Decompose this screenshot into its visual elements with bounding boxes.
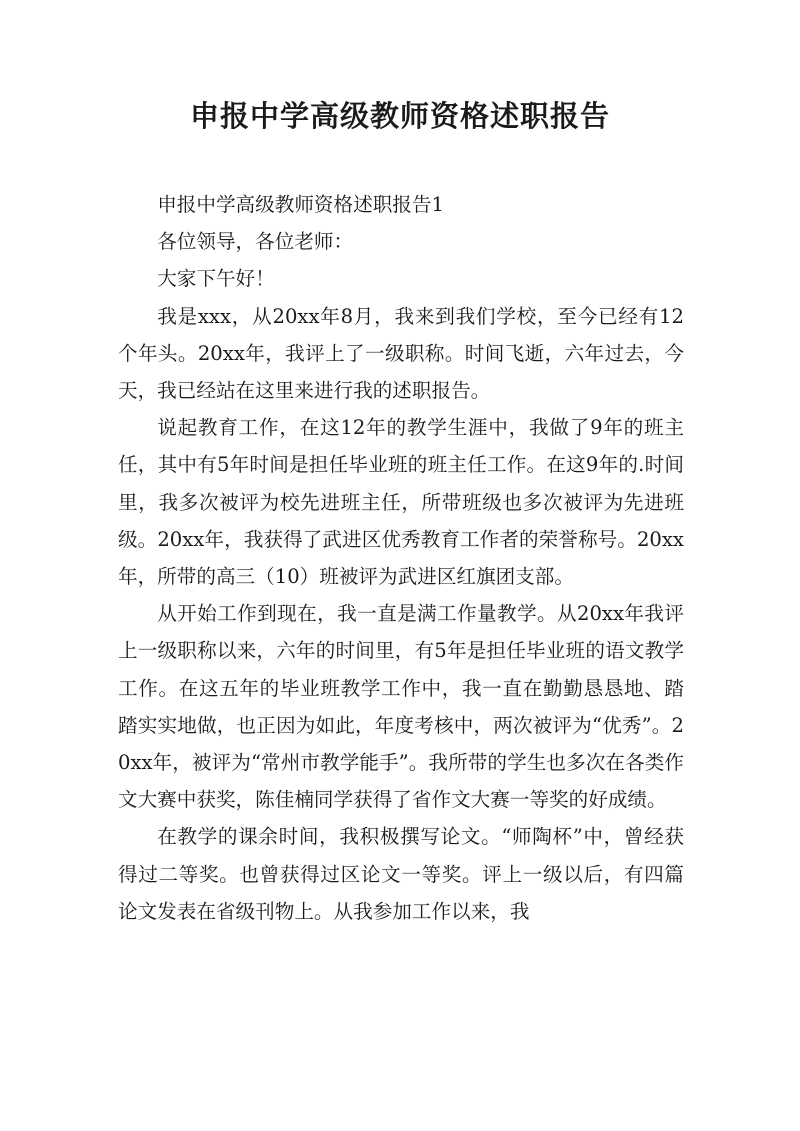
paragraph-greeting: 大家下午好！	[157, 267, 275, 291]
paragraph-salutation: 各位领导，各位老师：	[157, 230, 354, 254]
document-title: 申报中学高级教师资格述职报告	[189, 99, 610, 133]
paragraph-head-teacher-work: 说起教育工作，在这12年的教学生涯中，我做了9年的班主任，其中有5年时间是担任毕业班的班主任工作。在这9年的.时间里，我多次被评为校先进班主任，所带班级也多次被评为先进班级。20xx年，我获得了武进区优秀教育工作者的荣誉称号。20xx年，所带的高三（10）班被评为武进区红旗团支部。	[118, 416, 684, 589]
document-body	[118, 186, 684, 930]
paragraph-research-papers: 在教学的课余时间，我积极撰写论文。“师陶杯”中，曾经获得过二等奖。也曾获得过区论文一等奖。评上一级以后，有四篇论文发表在省级刊物上。从我参加工作以来，我	[118, 825, 684, 923]
paragraph-subtitle: 申报中学高级教师资格述职报告1	[157, 193, 444, 216]
paragraph-introduction: 我是xxx，从20xx年8月，我来到我们学校，至今已经有12个年头。20xx年，我评上了一级职称。时间飞逝，六年过去，今天，我已经站在这里来进行我的述职报告。	[118, 304, 684, 403]
paragraph-teaching-work: 从开始工作到现在，我一直是满工作量教学。从20xx年我评上一级职称以来，六年的时间里，有5年是担任毕业班的语文教学工作。在这五年的毕业班教学工作中，我一直在勤勤恳恳地、踏踏实实地做，也正因为如此，年度考核中，两次被评为“优秀”。20xx年，被评为“常州市教学能手”。我所带的学生也多次在各类作文大赛中获奖，陈佳楠同学获得了省作文大赛一等奖的好成绩。	[118, 602, 684, 812]
